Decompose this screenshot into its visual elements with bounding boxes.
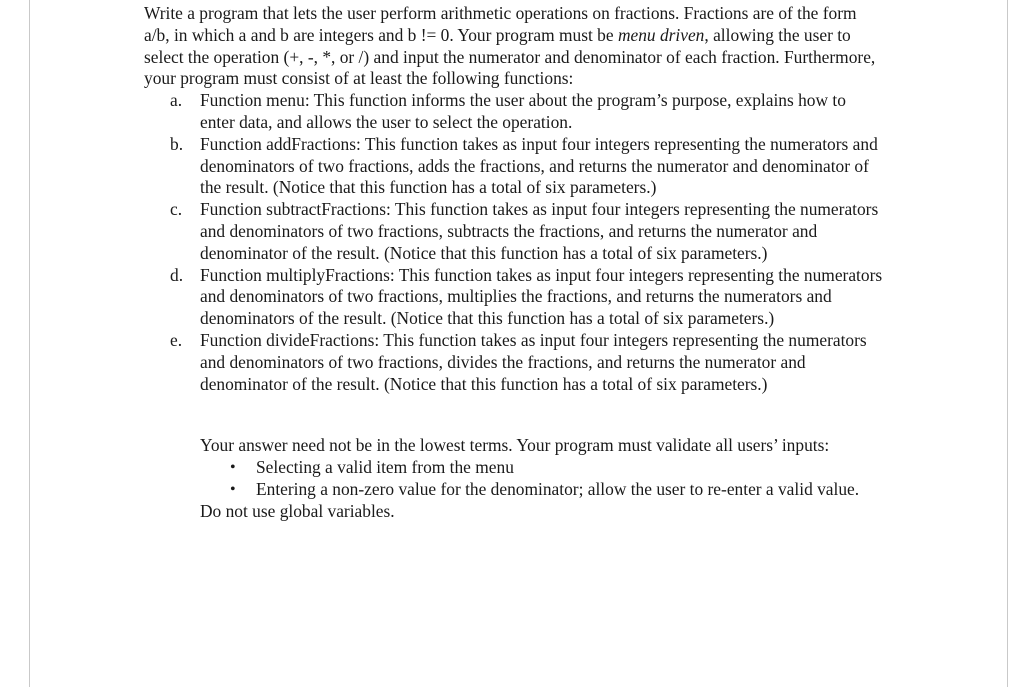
function-description: Function divideFractions: This function takes as input four integers representing the numerators and denominators of two fractions, divides the fractions, and returns the numerator and denominator of the result. (Notice that this function has a total of six parameters.)	[200, 329, 867, 394]
list-marker: c.	[170, 199, 183, 220]
function-description: Function subtractFractions: This function takes as input four integers representing the numerators and denominators of two fractions, subtracts the fractions, and returns the numerator and denominator of the result. (Notice that this function has a total of six parameters.)	[200, 199, 879, 263]
validation-item-menu	[144, 457, 884, 479]
validation-text: Selecting a valid item from the menu	[256, 457, 514, 478]
function-item-add-fractions	[144, 134, 884, 199]
bullet-icon: •	[230, 459, 236, 477]
intro-paragraph	[144, 3, 884, 90]
function-description: Function multiplyFractions: This function takes as input four integers representing the numerators and denominators of two fractions, multiplies the fractions, and returns the numerators and denominators of the result. (Notice that this function has a total of six parameters.)	[200, 264, 883, 329]
function-list	[144, 90, 884, 395]
closing-instruction: Do not use global variables.	[200, 500, 395, 521]
list-marker: b.	[170, 133, 184, 154]
function-item-menu	[144, 90, 884, 134]
validation-text: Entering a non-zero value for the denominator; allow the user to re-enter a valid value.	[256, 478, 860, 499]
function-description: Function addFractions: This function takes as input four integers representing the numerators and denominators of two fractions, adds the fractions, and returns the numerator and denominator of the result. (Notice that this function has a total of six parameters.)	[200, 133, 878, 198]
function-item-divide-fractions	[144, 330, 884, 395]
document-page	[144, 3, 884, 523]
validation-note: Your answer need not be in the lowest terms. Your program must validate all users’ inputs:	[200, 435, 830, 456]
function-item-multiply-fractions	[144, 265, 884, 330]
bullet-icon: •	[230, 480, 236, 498]
validation-list	[144, 457, 884, 501]
validation-item-denominator	[144, 479, 884, 501]
page-border-left	[29, 0, 30, 687]
function-item-subtract-fractions	[144, 199, 884, 264]
function-description: Function menu: This function informs the user about the program’s purpose, explains how to enter data, and allows the user to select the operation.	[200, 90, 846, 132]
intro-text-end: , allowing the user to select the operation (+, -, *, or /) and input the numerator and denominator of each fraction. Furthermore, your program must consist of at least the following functions:	[144, 24, 876, 89]
list-marker: e.	[170, 329, 183, 350]
page-border-right	[1007, 0, 1008, 687]
list-marker: d.	[170, 264, 184, 285]
intro-emphasis: menu driven	[617, 24, 705, 45]
intro-text-start: Write a program that lets the user perform arithmetic operations on fractions. Fractions are of the form a/b, in which a and b are integers and b != 0. Your program must be	[144, 3, 857, 45]
list-marker: a.	[170, 90, 183, 111]
